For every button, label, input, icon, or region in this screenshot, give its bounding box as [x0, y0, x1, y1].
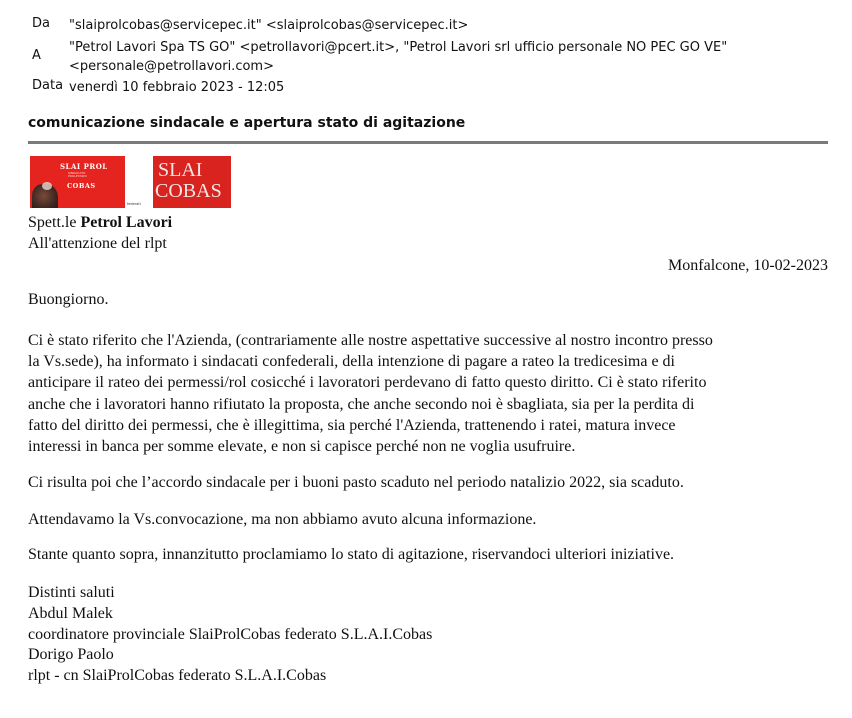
email-subject: comunicazione sindacale e apertura stato di agitazione	[28, 115, 466, 131]
logo1-bottom: COBAS	[67, 182, 96, 190]
to-value-line2[interactable]: <personale@petrollavori.com>	[69, 59, 274, 74]
paragraph-3: Attendavamo la Vs.convocazione, ma non abbiamo avuto alcuna informazione.	[28, 511, 537, 528]
logo1-subtitle-line1: SINDACATO	[68, 171, 86, 175]
paragraph-1-line: la Vs.sede), ha informato i sindacati confederali, della intenzione di pagare a rateo la tredicesima e di	[28, 353, 675, 371]
recipient-name: Petrol Lavori	[80, 214, 173, 231]
to-value[interactable]	[69, 38, 727, 76]
signatory-1-role: coordinatore provinciale SlaiProlCobas federato S.L.A.I.Cobas	[28, 625, 433, 643]
from-label: Da	[32, 16, 50, 31]
signature-block	[28, 583, 432, 687]
header-divider	[28, 141, 828, 144]
paragraph-1	[28, 330, 828, 457]
paragraph-1-line: fatto del diritto dei permessi, che è illegittima, sia perché l'Azienda, trattenendo i ratei, matura invece	[28, 416, 676, 434]
logo-strip	[30, 156, 240, 210]
date-label: Data	[32, 78, 64, 93]
fist-highlight	[42, 182, 52, 190]
signatory-1-name: Abdul Malek	[28, 604, 113, 622]
paragraph-2: Ci risulta poi che l’accordo sindacale per i buoni pasto scaduto nel periodo natalizio 2022, sia scaduto.	[28, 474, 684, 491]
attention-line: All'attenzione del rlpt	[28, 235, 167, 252]
to-label: A	[32, 48, 41, 63]
date-value: venerdì 10 febbraio 2023 - 12:05	[69, 80, 285, 95]
place-date: Monfalcone, 10-02-2023	[668, 257, 828, 274]
slai-prol-cobas-logo	[30, 156, 125, 208]
from-value[interactable]: "slaiprolcobas@servicepec.it" <slaiprolcobas@servicepec.it>	[69, 18, 469, 33]
closing: Distinti saluti	[28, 584, 115, 601]
greeting: Buongiorno.	[28, 291, 109, 308]
to-value-line1[interactable]: "Petrol Lavori Spa TS GO" <petrollavori@pcert.it>, "Petrol Lavori srl ufficio personale NO PEC GO VE"	[69, 40, 728, 55]
logo2-line2: COBAS	[155, 180, 222, 202]
paragraph-1-line: interessi in banca per somme elevate, e non si capisce perché non ne voglia usufruire.	[28, 438, 576, 456]
paragraph-1-line: anche che i lavoratori hanno rifiutato la proposta, che anche secondo noi è sbagliata, sia per la perdita di	[28, 395, 695, 413]
signatory-2-role: rlpt - cn SlaiProlCobas federato S.L.A.I.Cobas	[28, 667, 327, 685]
logo1-subtitle-line2: PROLETARIO	[68, 174, 87, 178]
paragraph-1-line: anticipare il rateo dei permessi/rol cosicché i lavoratori perdevano di fatto questo diritto. Ci è stato riferito	[28, 374, 707, 392]
salutation	[28, 213, 172, 233]
salutation-prefix: Spett.le	[28, 214, 81, 231]
slai-cobas-logo	[153, 156, 231, 208]
logo1-subtitle	[68, 172, 87, 178]
federati-label: federati	[127, 202, 141, 206]
logo2-line1: SLAI	[158, 159, 203, 181]
signatory-2-name: Dorigo Paolo	[28, 646, 114, 664]
paragraph-1-line: Ci è stato riferito che l'Azienda, (contrariamente alle nostre aspettative successive al nostro incontro presso	[28, 332, 713, 349]
paragraph-4: Stante quanto sopra, innanzitutto proclamiamo lo stato di agitazione, riservandoci ulteriori iniziative.	[28, 546, 675, 563]
logo1-title: SLAI PROL	[60, 162, 108, 171]
